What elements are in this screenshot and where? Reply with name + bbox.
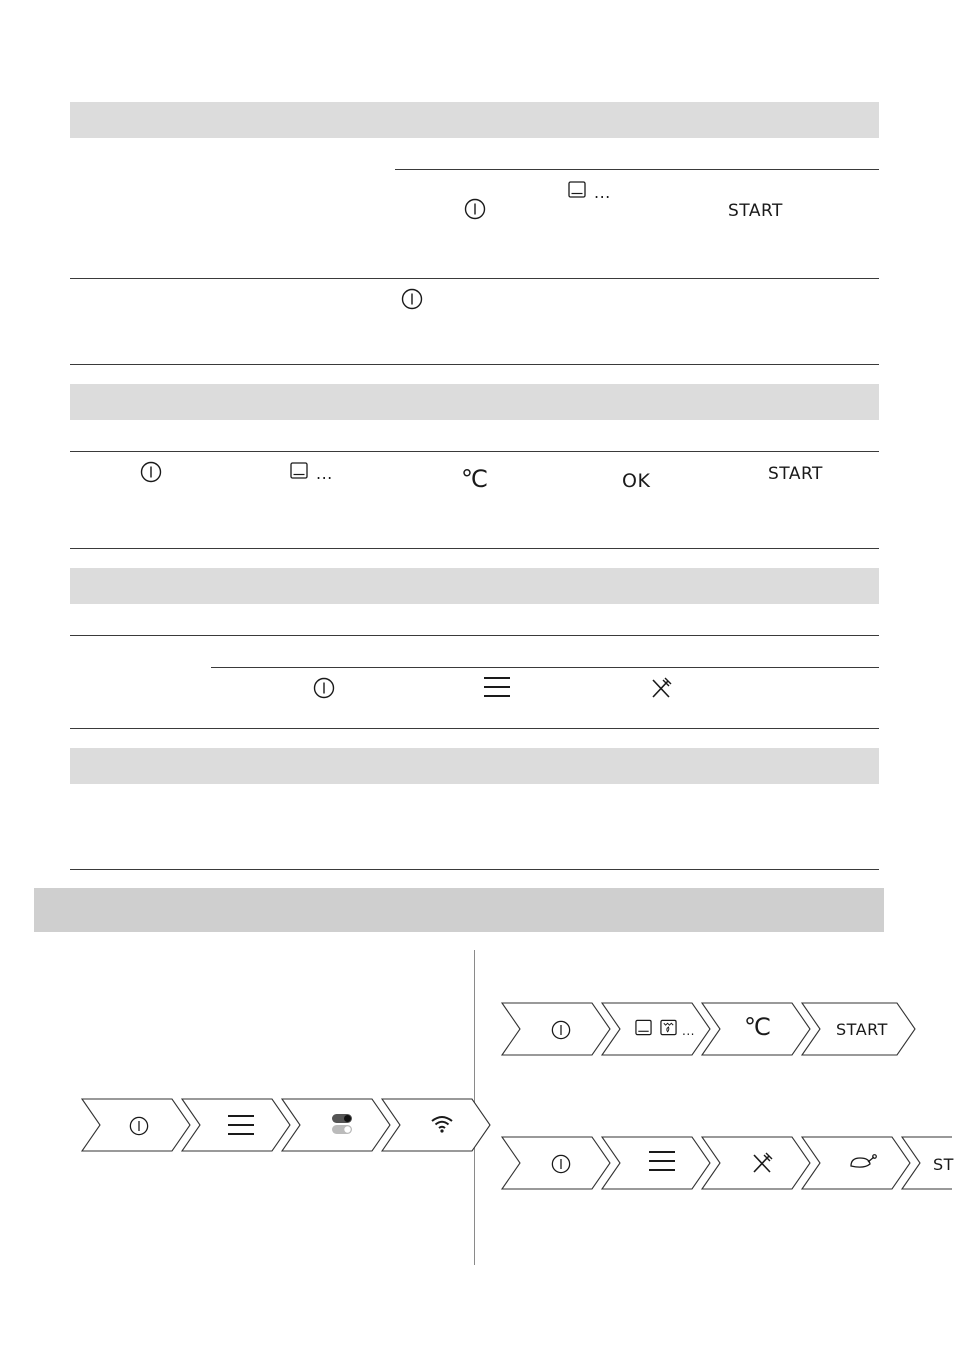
section-1-row-divider (70, 278, 879, 279)
ellipsis-text: ... (682, 1024, 695, 1038)
start-label: ST (933, 1155, 954, 1174)
power-icon (129, 1116, 149, 1136)
cutlery-icon (650, 677, 672, 699)
toggle-icon (331, 1113, 353, 1135)
section-1-divider (395, 169, 879, 170)
start-label: START (728, 201, 783, 221)
grill-icon (660, 1019, 677, 1036)
cutlery-icon (751, 1152, 773, 1174)
start-label: START (768, 464, 823, 484)
roast-icon (849, 1153, 877, 1171)
section-4-header-band (70, 748, 879, 784)
power-icon (313, 677, 335, 699)
section-2-header-band (70, 384, 879, 420)
celsius-icon: °C (461, 465, 486, 493)
start-label: START (836, 1020, 888, 1039)
celsius-icon: °C (744, 1013, 769, 1041)
menu-icon (484, 676, 510, 698)
menu-icon (649, 1150, 675, 1172)
ellipsis-text: ... (594, 183, 611, 202)
main-section-header-band (34, 888, 884, 932)
wifi-icon (430, 1114, 454, 1134)
ok-label: OK (622, 470, 651, 492)
section-3-divider (70, 635, 879, 636)
section-2-bottom-line (70, 548, 879, 549)
power-icon (401, 288, 423, 310)
power-icon (551, 1154, 571, 1174)
section-3-bottom-line (70, 728, 879, 729)
oven-icon (568, 181, 586, 198)
oven-icon (635, 1019, 652, 1036)
section-3-header-band (70, 568, 879, 604)
oven-icon (290, 462, 308, 479)
power-icon (551, 1020, 571, 1040)
section-1-bottom-line (70, 364, 879, 365)
section-1-header-band (70, 102, 879, 138)
section-4-bottom-line (70, 869, 879, 870)
menu-icon (228, 1114, 254, 1136)
section-3-subdivider (211, 667, 879, 668)
power-icon (464, 198, 486, 220)
ellipsis-text: ... (316, 464, 333, 483)
section-2-divider (70, 451, 879, 452)
power-icon (140, 461, 162, 483)
